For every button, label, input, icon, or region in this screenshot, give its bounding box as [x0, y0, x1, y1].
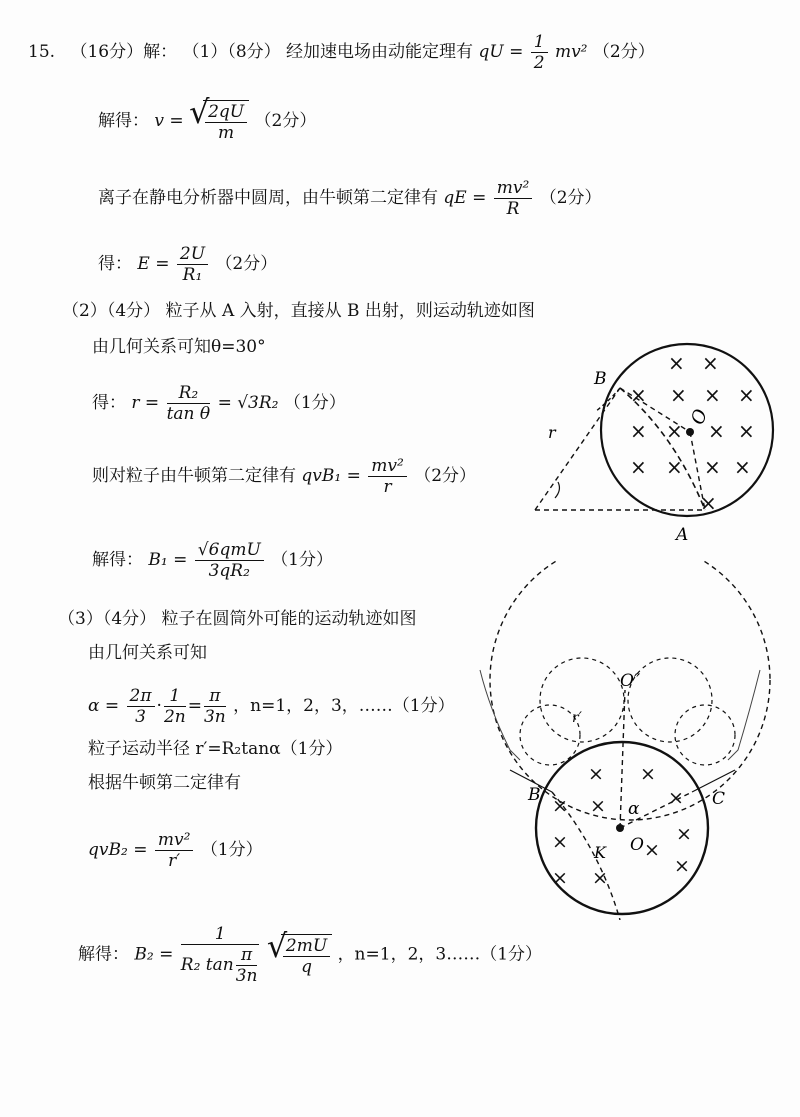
- circular-score: （2分）: [539, 188, 602, 208]
- field-fraction: $\frac{2U}{\text{R₁}}$: [177, 244, 208, 285]
- field-cross: ×: [630, 419, 647, 443]
- newton2-text: 根据牛顿第二定律有: [88, 773, 241, 793]
- fig2-label-o: O: [630, 835, 644, 855]
- fig2-label-r2: r′: [572, 710, 582, 726]
- alpha-fraction-2: $\frac{1}{2n}$: [163, 686, 186, 727]
- radius2-line: [88, 738, 342, 760]
- fig1-label-r: r: [548, 423, 556, 442]
- b1-fraction: $\frac{\text{√6qmU}}{\text{3qR₂}}$: [195, 540, 264, 581]
- field-cross: ×: [704, 383, 721, 407]
- field-cross: ×: [592, 867, 608, 889]
- radius-fraction: $\frac{\text{R₂}}{\text{tan θ}}$: [166, 383, 211, 424]
- part3-line: [58, 608, 417, 630]
- b2-fraction: 1 R₂ tan $\frac{\pi}{3n}$: [180, 924, 258, 986]
- circular-text: 离子在静电分析器中圆周，由牛顿第二定律有: [98, 188, 438, 208]
- radius-line: [92, 383, 346, 424]
- field-cross: ×: [630, 383, 647, 407]
- b1-score: （1分）: [271, 550, 334, 570]
- fig1-label-b: B: [594, 369, 607, 389]
- newton1-score: （2分）: [414, 466, 477, 486]
- fig2-label-alpha: α: [628, 799, 640, 819]
- energy-eq-score: （2分）: [592, 42, 655, 62]
- part2-text: 粒子从 A 入射，直接从 B 出射，则运动轨迹如图: [165, 301, 535, 321]
- newton1-lhs: qvB₁ =: [301, 466, 361, 486]
- fig1-label-a: A: [676, 525, 689, 545]
- newton1-fraction: $\frac{\text{mv²}}{r}$: [368, 456, 407, 497]
- fig2-label-o2: O″: [620, 671, 641, 691]
- part2-label: （2）（4分）: [62, 301, 161, 321]
- q15-line1: [28, 32, 655, 73]
- field-cross: ×: [640, 763, 656, 785]
- total-score: （16分）解：: [70, 42, 178, 62]
- field-cross: ×: [668, 351, 685, 375]
- radius-rhs: = √3R₂: [217, 393, 279, 413]
- alpha-lhs: α =: [88, 696, 120, 716]
- field-score: （2分）: [215, 254, 278, 274]
- radius-score: （1分）: [283, 393, 346, 413]
- geometry2-line: [88, 642, 207, 664]
- b2-line: [78, 924, 542, 986]
- b1-lhs: B₁ =: [148, 550, 188, 570]
- radius-lhs: r =: [131, 393, 160, 413]
- energy-eq-lhs: qU =: [478, 42, 524, 62]
- part3-text: 粒子在圆筒外可能的运动轨迹如图: [161, 609, 417, 629]
- field-line: [98, 244, 277, 285]
- field-cross: ×: [552, 795, 568, 817]
- field-cross: ×: [588, 763, 604, 785]
- newton1-text: 则对粒子由牛顿第二定律有: [92, 466, 296, 486]
- b2-sqrt: √ $\frac{2mU}{q}$: [267, 934, 332, 977]
- circular-line: [98, 178, 602, 219]
- circular-fraction: $\frac{\text{mv²}}{R}$: [494, 178, 533, 219]
- field-lhs: E =: [137, 254, 170, 274]
- figure-1-diagram: [490, 340, 790, 550]
- field-cross: ×: [702, 351, 719, 375]
- newton1-line: [92, 456, 476, 497]
- field-cross: ×: [700, 491, 717, 515]
- b2eq-lhs: qvB₂ =: [88, 840, 148, 860]
- b1-label: 解得：: [92, 550, 143, 570]
- radius-label: 得：: [92, 393, 126, 413]
- fig2-label-c: C: [712, 789, 726, 809]
- field-cross: ×: [666, 455, 683, 479]
- b2eq-fraction: $\frac{\text{mv²}}{r'}$: [155, 830, 194, 871]
- field-cross: ×: [644, 839, 660, 861]
- b2-label: 解得：: [78, 944, 129, 965]
- b2-tail: ，n=1，2，3……（1分）: [337, 944, 543, 965]
- question-number: 15.: [28, 42, 56, 62]
- part1-text: 经加速电场由动能定理有: [286, 42, 474, 62]
- velocity-sqrt: √ $\frac{2qU}{m}$: [189, 100, 249, 143]
- b2eq-score: （1分）: [200, 840, 263, 860]
- figure-2-diagram: [460, 560, 790, 920]
- fig2-label-k: K: [594, 843, 606, 862]
- velocity-label: 解得：: [98, 111, 149, 131]
- field-cross: ×: [738, 383, 755, 407]
- field-cross: ×: [666, 419, 683, 443]
- geometry-line: [92, 336, 266, 358]
- alpha-line: α = $\frac{2\pi}{3}$ · $\frac{1}{2n}$ = $\frac{\pi}{3n}$ ，n=1，2，3，……（1分）: [88, 686, 455, 727]
- field-cross: ×: [670, 383, 687, 407]
- part1-label: （1）（8分）: [182, 42, 281, 62]
- alpha-fraction-3: $\frac{\pi}{3n}$: [203, 686, 226, 727]
- part3-label: （3）（4分）: [58, 609, 157, 629]
- circular-lhs: qE =: [443, 188, 487, 208]
- velocity-score: （2分）: [254, 111, 317, 131]
- geometry2-text: 由几何关系可知: [88, 643, 207, 663]
- part2-line: [62, 300, 535, 322]
- field-cross: ×: [738, 419, 755, 443]
- fig2-label-b: B: [528, 785, 541, 805]
- energy-eq-fraction: $\frac{1}{2}$: [531, 32, 548, 73]
- field-cross: ×: [704, 455, 721, 479]
- newton2-line: [88, 772, 241, 794]
- fig1-label-o: O: [687, 406, 713, 428]
- velocity-line: [98, 93, 317, 143]
- energy-eq-rhs: mv²: [554, 42, 588, 62]
- radius2-text: 粒子运动半径 r′=R₂tanα（1分）: [88, 739, 343, 759]
- alpha-fraction-1: $\frac{2\pi}{3}$: [127, 686, 155, 727]
- field-cross: ×: [674, 855, 690, 877]
- field-cross: ×: [734, 455, 751, 479]
- field-label: 得：: [98, 254, 132, 274]
- field-cross: ×: [552, 867, 568, 889]
- field-cross: ×: [552, 831, 568, 853]
- field-cross: ×: [676, 823, 692, 845]
- field-cross: ×: [708, 419, 725, 443]
- velocity-lhs: v =: [154, 111, 184, 131]
- alpha-tail: ，n=1，2，3，……（1分）: [233, 696, 455, 716]
- field-cross: ×: [668, 787, 684, 809]
- b2eq-line: [88, 830, 263, 871]
- geometry-text: 由几何关系可知θ=30°: [92, 337, 266, 357]
- b1-line: [92, 540, 333, 581]
- field-cross: ×: [630, 455, 647, 479]
- b2-lhs: B₂ =: [134, 944, 174, 965]
- field-cross: ×: [590, 795, 606, 817]
